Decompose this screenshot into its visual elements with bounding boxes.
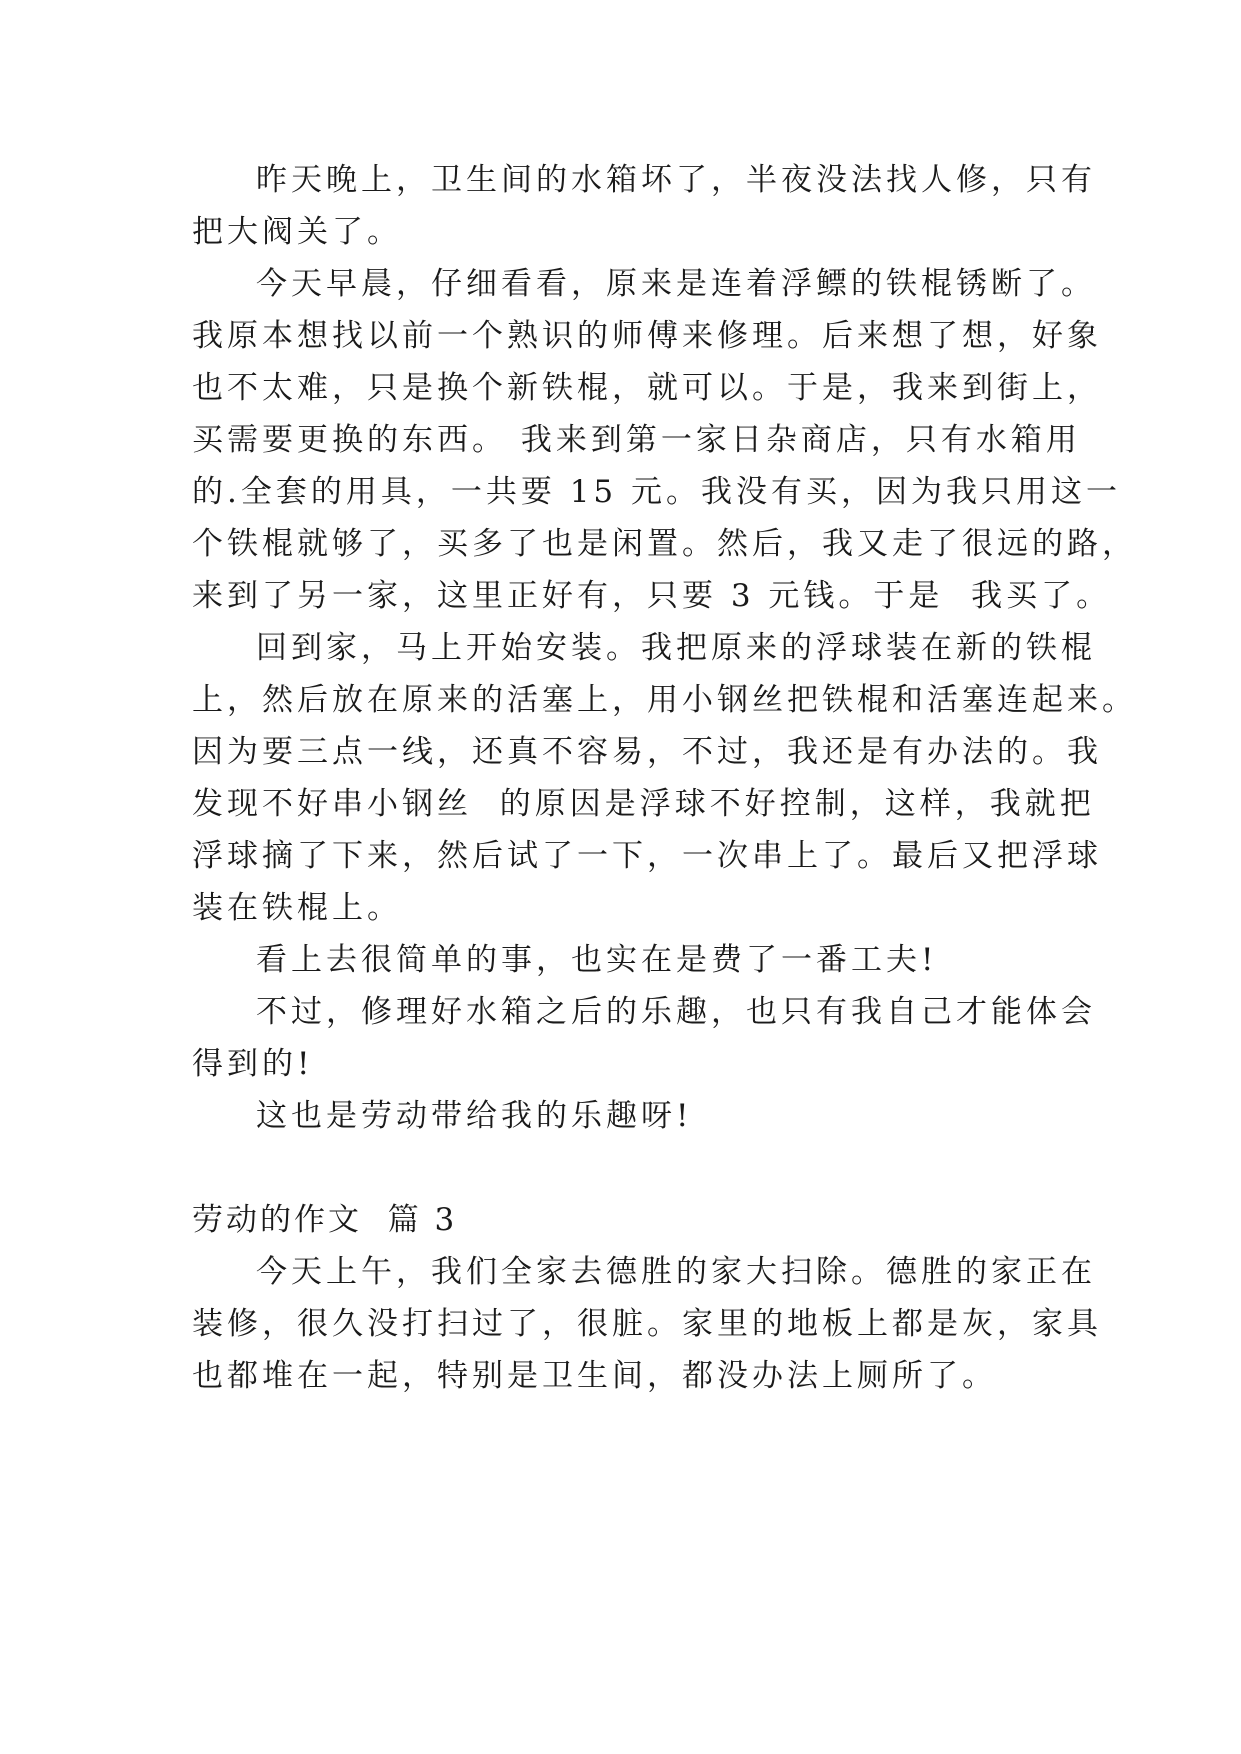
paragraph-line: 把大阀关了。 (192, 214, 402, 250)
paragraph-line: 上，然后放在原来的活塞上，用小钢丝把铁棍和活塞连起来。 (192, 682, 1137, 718)
paragraph-line: 装修，很久没打扫过了，很脏。家里的地板上都是灰，家具 (192, 1306, 1102, 1342)
paragraph-line: 买需要更换的东西。 我来到第一家日杂商店，只有水箱用 (192, 422, 1081, 458)
paragraph-line: 今天上午，我们全家去德胜的家大扫除。德胜的家正在 (256, 1254, 1096, 1290)
paragraph-line: 发现不好串小钢丝 的原因是浮球不好控制，这样，我就把 (192, 786, 1095, 822)
paragraph-line: 装在铁棍上。 (192, 890, 402, 926)
paragraph-line: 我原本想找以前一个熟识的师傅来修理。后来想了想，好象 (192, 318, 1102, 354)
paragraph-line: 个铁棍就够了，买多了也是闲置。然后，我又走了很远的路， (192, 526, 1137, 562)
paragraph-line: 看上去很简单的事，也实在是费了一番工夫! (256, 942, 938, 978)
paragraph-line: 今天早晨，仔细看看，原来是连着浮鳔的铁棍锈断了。 (256, 266, 1096, 302)
paragraph-line: 也不太难，只是换个新铁棍，就可以。于是，我来到街上， (192, 370, 1102, 406)
paragraph-line: 因为要三点一线，还真不容易，不过，我还是有办法的。我 (192, 734, 1102, 770)
paragraph-line: 来到了另一家，这里正好有，只要 3 元钱。于是 我买了。 (192, 578, 1112, 614)
paragraph-line: 得到的! (192, 1046, 314, 1082)
paragraph-line: 不过，修理好水箱之后的乐趣，也只有我自己才能体会 (256, 994, 1096, 1030)
section-heading: 劳动的作文 篇 3 (192, 1202, 458, 1238)
paragraph-line: 昨天晚上，卫生间的水箱坏了，半夜没法找人修，只有 (256, 162, 1096, 198)
paragraph-line: 也都堆在一起，特别是卫生间，都没办法上厕所了。 (192, 1358, 997, 1394)
paragraph-line: 这也是劳动带给我的乐趣呀! (256, 1098, 693, 1134)
paragraph-line: 浮球摘了下来，然后试了一下，一次串上了。最后又把浮球 (192, 838, 1102, 874)
paragraph-line: 回到家，马上开始安装。我把原来的浮球装在新的铁棍 (256, 630, 1096, 666)
paragraph-line: 的.全套的用具，一共要 15 元。我没有买，因为我只用这一 (192, 474, 1122, 510)
